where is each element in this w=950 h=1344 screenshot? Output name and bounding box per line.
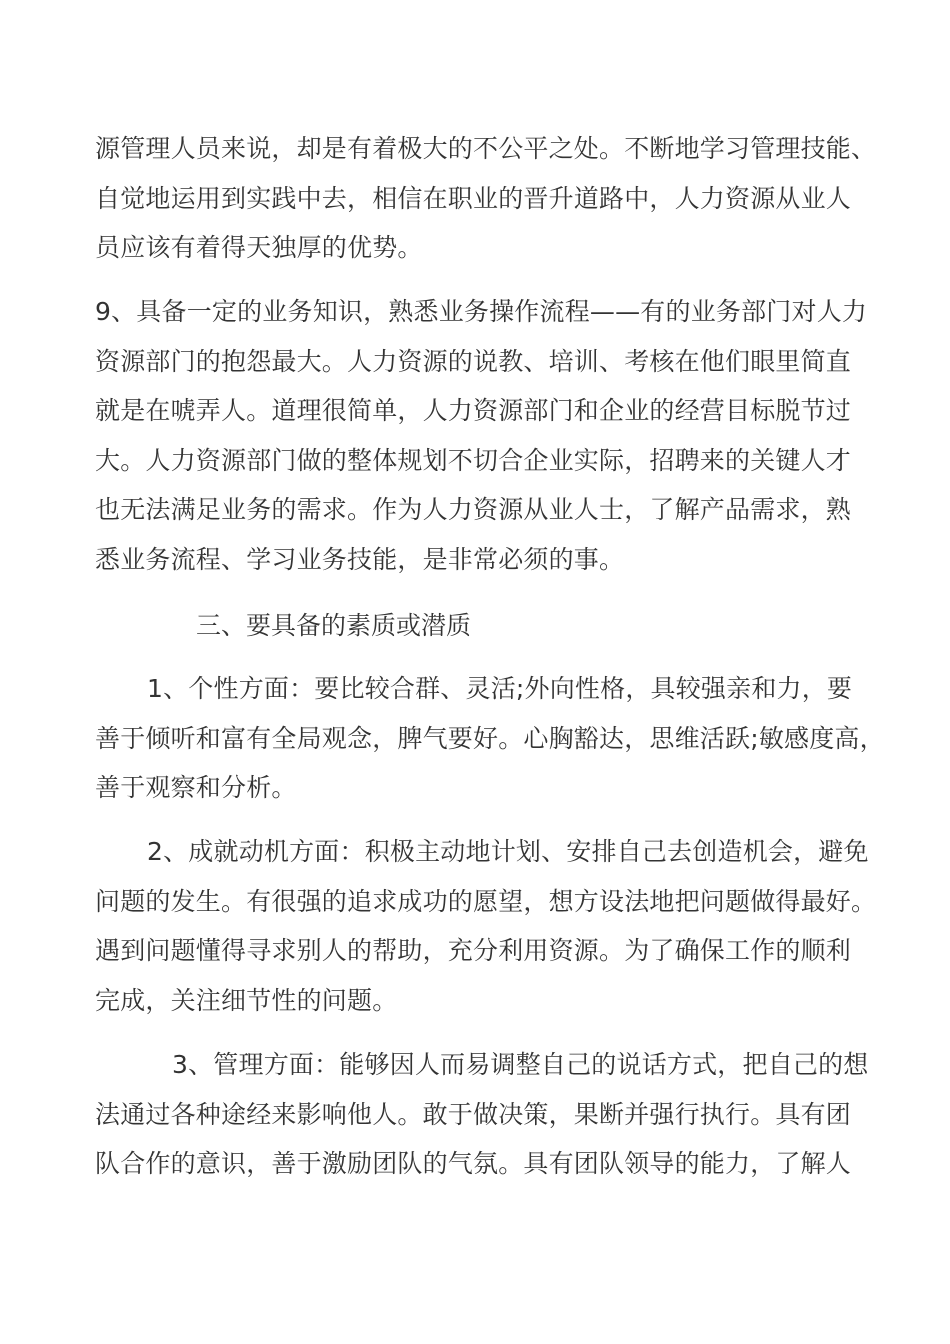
- text-line: 1、个性方面：要比较合群、灵活;外向性格，具较强亲和力，要: [147, 674, 853, 703]
- paragraph-hr-skills-continuation: [95, 124, 885, 273]
- text-line: 自觉地运用到实践中去，相信在职业的晋升道路中，人力资源从业人: [95, 183, 852, 213]
- text-line: 善于倾听和富有全局观念，脾气要好。心胸豁达，思维活跃;敏感度高，: [95, 723, 885, 753]
- section-heading: 三、要具备的素质或潜质: [196, 611, 472, 640]
- paragraph-personality: [95, 664, 885, 813]
- text-line: 遇到问题懂得寻求别人的帮助，充分利用资源。为了确保工作的顺利: [95, 936, 852, 965]
- text-line: 资源部门的抱怨最大。人力资源的说教、培训、考核在他们眼里简直: [95, 346, 852, 376]
- paragraph-business-knowledge: [95, 287, 885, 584]
- text-line: 员应该有着得天独厚的优势。: [95, 233, 423, 262]
- text-line: 大。人力资源部门做的整体规划不切合企业实际，招聘来的关键人才: [95, 445, 852, 475]
- text-line: 3、管理方面：能够因人而易调整自己的说话方式，把自己的想: [172, 1050, 869, 1079]
- text-line: 完成，关注细节性的问题。: [95, 985, 398, 1015]
- text-line: 2、成就动机方面：积极主动地计划、安排自己去创造机会，避免: [147, 837, 869, 866]
- text-line: 问题的发生。有很强的追求成功的愿望，想方设法地把问题做得最好。: [95, 886, 877, 916]
- text-line: 源管理人员来说，却是有着极大的不公平之处。不断地学习管理技能、: [95, 134, 877, 163]
- text-line: 悉业务流程、学习业务技能，是非常必须的事。: [95, 544, 625, 574]
- text-line: 9、具备一定的业务知识，熟悉业务操作流程——有的业务部门对人力: [95, 297, 868, 326]
- paragraph-management: [95, 1040, 885, 1189]
- text-line: 善于观察和分析。: [95, 773, 297, 802]
- text-line: 就是在唬弄人。道理很简单，人力资源部门和企业的经营目标脱节过: [95, 396, 852, 425]
- text-line: 队合作的意识，善于激励团队的气氛。具有团队领导的能力，了解人: [95, 1149, 852, 1178]
- text-line: 也无法满足业务的需求。作为人力资源从业人士，了解产品需求，熟: [95, 495, 852, 524]
- paragraph-achievement-motivation: [95, 827, 885, 1025]
- text-line: 法通过各种途经来影响他人。敢于做决策，果断并强行执行。具有团: [95, 1099, 852, 1129]
